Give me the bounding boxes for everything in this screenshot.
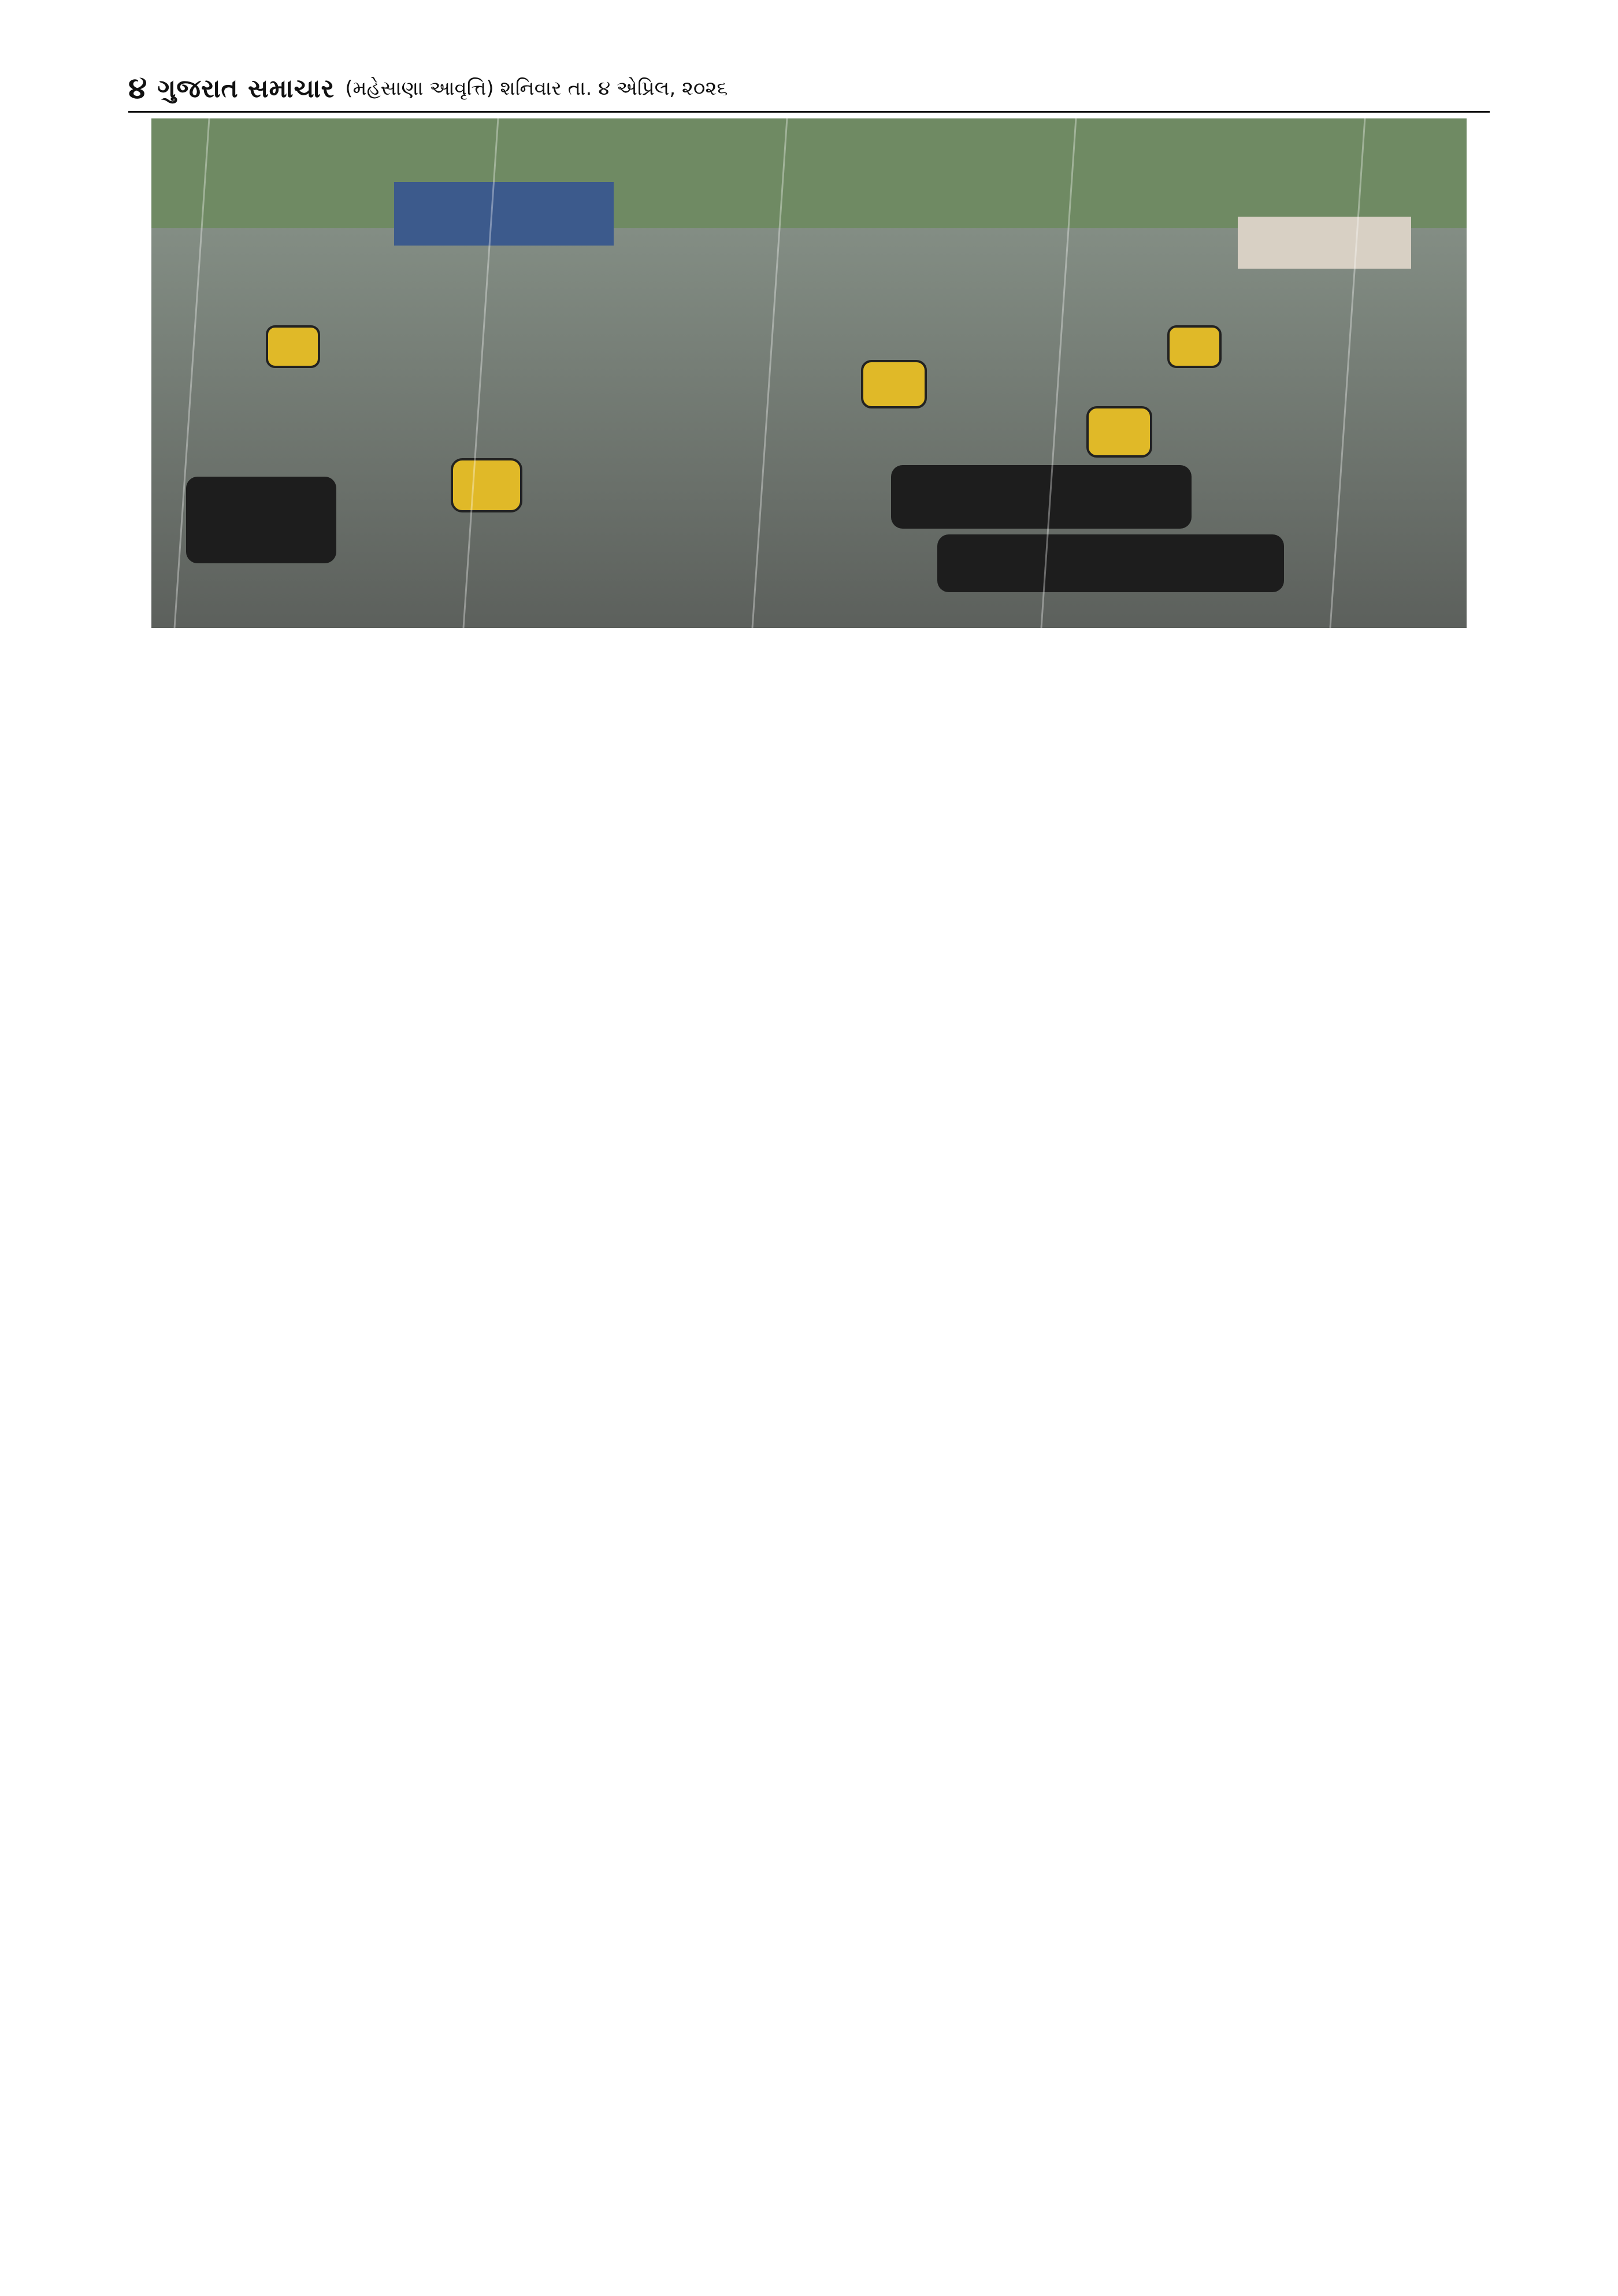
edition-dateline: (મહેસાણા આવૃત્તિ) શનિવાર તા. ૪ એપ્રિલ, ૨૦૨૬	[345, 77, 728, 100]
page-number: ૪	[128, 70, 147, 106]
masthead-rule	[128, 111, 1490, 113]
lead-photo-rainy-road	[151, 118, 1467, 628]
masthead	[128, 68, 1490, 109]
newspaper-logo: ગુજરાત સમાચાર	[157, 73, 335, 103]
